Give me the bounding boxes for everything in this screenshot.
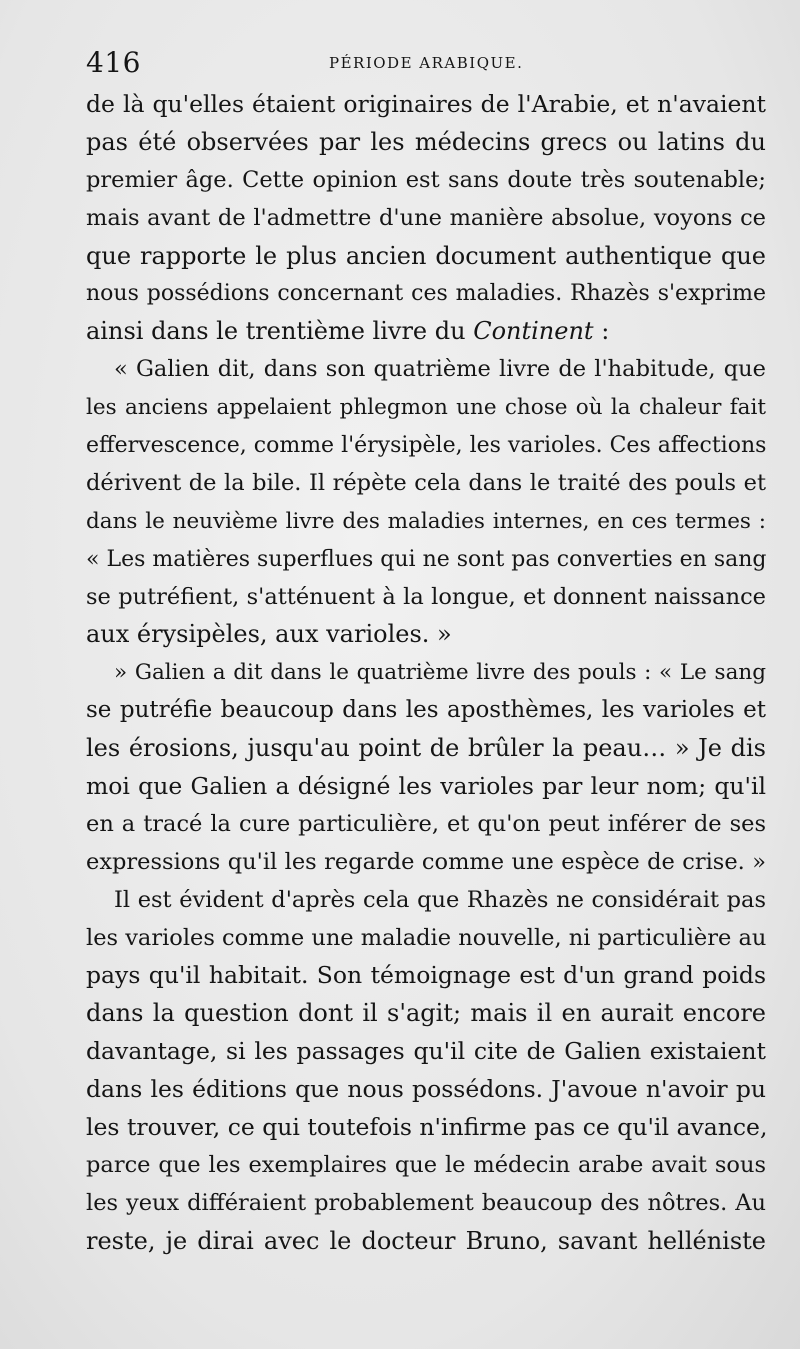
text-line: expressions qu'il les regarde comme une espèce de crise. »	[86, 848, 766, 875]
text-line: dans les éditions que nous possédons. J'avoue n'avoir pu	[86, 1075, 766, 1104]
text-line: les trouver, ce qui toutefois n'infirme pas ce qu'il avance,	[86, 1113, 768, 1142]
text-line: pays qu'il habitait. Son témoignage est d'un grand poids	[86, 961, 766, 990]
page-header	[86, 48, 766, 78]
text-line: dérivent de la bile. Il répète cela dans le traité des pouls et	[86, 469, 766, 496]
running-title: PÉRIODE ARABIQUE.	[329, 54, 524, 72]
text-line: de là qu'elles étaient originaires de l'Arabie, et n'avaient	[86, 90, 766, 118]
text-line: les anciens appelaient phlegmon une chose où la chaleur fait	[86, 395, 766, 421]
text-line: les yeux différaient probablement beaucoup des nôtres. Au	[86, 1189, 766, 1216]
text-line: « Les matières superflues qui ne sont pas converties en sang	[86, 546, 767, 572]
text-line: dans la question dont il s'agit; mais il en aurait encore	[86, 999, 766, 1028]
text-line: aux érysipèles, aux varioles. »	[86, 620, 452, 649]
text-line: Il est évident d'après cela que Rhazès ne considérait pas	[114, 886, 766, 913]
text-line: parce que les exemplaires que le médecin arabe avait sous	[86, 1151, 766, 1178]
text-line: effervescence, comme l'érysipèle, les varioles. Ces affections	[86, 433, 767, 459]
text-line: mais avant de l'admettre d'une manière absolue, voyons ce	[86, 204, 766, 231]
text-line: reste, je dirai avec le docteur Bruno, savant helléniste	[86, 1226, 766, 1255]
text-line: dans le neuvième livre des maladies internes, en ces termes :	[86, 508, 766, 534]
text-line: » Galien a dit dans le quatrième livre des pouls : « Le sang	[114, 660, 766, 686]
text-line: se putréfie beaucoup dans les aposthèmes, les varioles et	[86, 697, 766, 724]
text-line: nous possédions concernant ces maladies. Rhazès s'exprime	[86, 281, 766, 307]
text-line: les varioles comme une maladie nouvelle, ni particulière au	[86, 924, 767, 951]
text-line: que rapporte le plus ancien document authentique que	[86, 241, 766, 270]
book-title: Continent	[473, 317, 594, 346]
text-line: davantage, si les passages qu'il cite de Galien existaient	[86, 1037, 766, 1066]
text-line: se putréfient, s'atténuent à la longue, et donnent naissance	[86, 583, 766, 610]
text-line: premier âge. Cette opinion est sans doute très soutenable;	[86, 166, 766, 193]
text-line: moi que Galien a désigné les varioles par leur nom; qu'il	[86, 772, 766, 801]
text-line: ainsi dans le trentième livre du Continent :	[86, 317, 610, 346]
text-line: les érosions, jusqu'au point de brûler la peau… » Je dis	[86, 734, 766, 763]
page-number: 416	[86, 46, 141, 79]
text-line: en a tracé la cure particulière, et qu'on peut inférer de ses	[86, 810, 766, 837]
text-line: « Galien dit, dans son quatrième livre de l'habitude, que	[114, 356, 766, 383]
body-text	[86, 86, 766, 1261]
text-line: pas été observées par les médecins grecs ou latins du	[86, 127, 766, 156]
